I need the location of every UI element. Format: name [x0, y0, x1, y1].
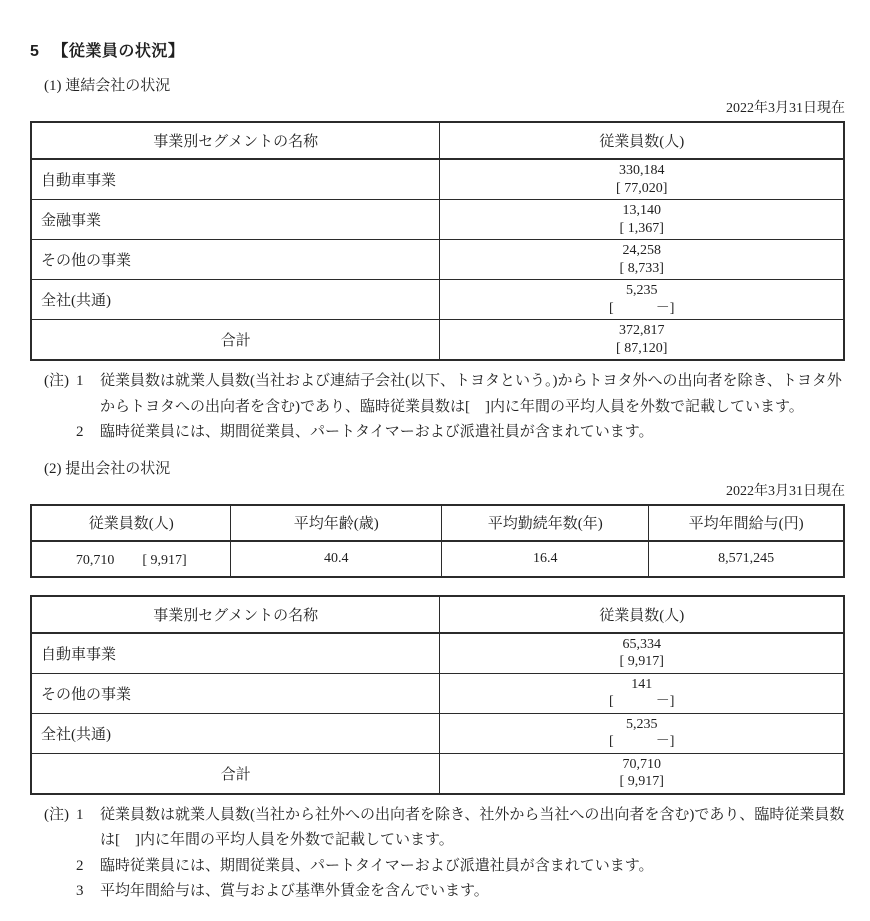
employee-count-cell	[440, 673, 844, 713]
segment-label: その他の事業	[31, 240, 440, 280]
segment-label: 金融事業	[31, 200, 440, 240]
note-number: 3	[76, 883, 84, 899]
note-prefix	[30, 420, 76, 446]
employee-count: 70,710	[622, 756, 661, 772]
column-header-average-tenure: 平均勤続年数(年)	[442, 505, 649, 541]
table-row	[31, 713, 844, 753]
temporary-employee-count: [ －]	[609, 734, 675, 749]
total-label: 合計	[31, 753, 440, 794]
segment-label: 自動車事業	[31, 159, 440, 200]
temporary-employee-count: [ 9,917]	[619, 654, 664, 669]
note-item	[30, 879, 845, 905]
consolidated-employees-table	[30, 121, 845, 361]
temporary-employee-count: [ 9,917]	[619, 774, 664, 789]
temporary-employee-count: [ 1,367]	[619, 220, 664, 236]
table-total-row	[31, 320, 844, 361]
employee-count-cell	[440, 320, 844, 361]
subsection-heading-1: (1) 連結会社の状況	[44, 78, 171, 94]
note-number: 2	[76, 857, 84, 874]
note-number: 1	[76, 806, 84, 823]
column-header-average-salary: 平均年間給与(円)	[649, 505, 844, 541]
employee-count: 65,334	[622, 636, 661, 652]
temporary-employee-count: [ －]	[609, 694, 675, 709]
note-text: 平均年間給与は、賞与および基準外賃金を含んでいます。	[100, 883, 489, 899]
table-row	[31, 159, 844, 200]
employee-count: 330,184	[618, 163, 665, 178]
temporary-employee-count: [ 87,120]	[616, 340, 668, 356]
note-text: 臨時従業員には、期間従業員、パートタイマーおよび派遣社員が含まれています。	[100, 857, 654, 874]
employee-count-cell	[440, 159, 844, 200]
employee-count: 5,235	[625, 283, 658, 298]
section-number: 5	[30, 43, 40, 60]
notes-block-1	[30, 369, 845, 446]
employee-count-cell	[440, 240, 844, 280]
filing-company-segment-table	[30, 595, 845, 795]
table-row	[31, 541, 844, 577]
column-header-average-age: 平均年齢(歳)	[231, 505, 442, 541]
column-header-segment: 事業別セグメントの名称	[31, 596, 440, 633]
table-row	[31, 633, 844, 674]
note-prefix: (注)	[44, 373, 69, 389]
note-item	[30, 369, 845, 420]
note-prefix	[30, 879, 76, 905]
table-row	[31, 240, 844, 280]
table-row	[31, 200, 844, 240]
column-header-employees: 従業員数(人)	[440, 596, 844, 633]
average-age-value: 40.4	[231, 541, 442, 577]
employee-count: 24,258	[622, 243, 661, 258]
as-of-date-2: 2022年3月31日現在	[726, 483, 845, 499]
employee-count-cell	[440, 200, 844, 240]
as-of-date-1: 2022年3月31日現在	[726, 101, 845, 116]
employee-count: 13,140	[622, 203, 661, 218]
employee-count: 372,817	[618, 323, 665, 338]
temporary-employee-count: [ －]	[609, 300, 675, 316]
filing-company-section	[30, 457, 845, 905]
table-row	[31, 673, 844, 713]
segment-label: 自動車事業	[31, 633, 440, 674]
temporary-employee-count: [ 77,020]	[616, 180, 668, 196]
note-text: 従業員数は就業人員数(当社および連結子会社(以下、トヨタという。)からトヨタ外への出向者を除き、トヨタ外からトヨタへの出向者を含む)であり、臨時従業員数は[ ]内に年間の平均人員を外数で記載しています。	[100, 373, 842, 415]
note-item	[30, 803, 845, 854]
table-header-row	[31, 596, 844, 633]
table-header-row	[31, 505, 844, 541]
consolidated-companies-section	[30, 74, 845, 446]
notes-block-2	[30, 803, 845, 905]
employee-count-cell	[440, 280, 844, 320]
note-number: 1	[76, 373, 84, 389]
section-title-text: 【従業員の状況】	[52, 43, 185, 60]
page-title	[30, 38, 845, 61]
note-number: 2	[76, 424, 84, 440]
note-text: 従業員数は就業人員数(当社から社外への出向者を除き、社外から当社への出向者を含む)であり、臨時従業員数は[ ]内に年間の平均人員を外数で記載しています。	[100, 806, 845, 848]
table-total-row	[31, 753, 844, 794]
average-tenure-value: 16.4	[442, 541, 649, 577]
segment-label: 全社(共通)	[31, 280, 440, 320]
table-row	[31, 280, 844, 320]
total-label: 合計	[31, 320, 440, 361]
segment-label: 全社(共通)	[31, 713, 440, 753]
employee-count: 141	[631, 676, 653, 692]
note-item	[30, 420, 845, 446]
temporary-employee-count: [ 8,733]	[619, 260, 664, 276]
column-header-employees: 従業員数(人)	[31, 505, 231, 541]
employee-count-cell	[440, 633, 844, 674]
table-header-row	[31, 122, 844, 159]
segment-label: その他の事業	[31, 673, 440, 713]
column-header-segment: 事業別セグメントの名称	[31, 122, 440, 159]
average-salary-value: 8,571,245	[649, 541, 844, 577]
filing-company-summary-table	[30, 504, 845, 578]
note-item	[30, 854, 845, 880]
note-prefix	[30, 854, 76, 880]
employee-count-cell	[440, 753, 844, 794]
employee-count-cell	[440, 713, 844, 753]
employee-count: 5,235	[625, 716, 658, 732]
employee-count-value: 70,710 [ 9,917]	[31, 541, 231, 577]
note-prefix: (注)	[44, 806, 69, 823]
note-text: 臨時従業員には、期間従業員、パートタイマーおよび派遣社員が含まれています。	[100, 424, 654, 440]
column-header-employees: 従業員数(人)	[440, 122, 844, 159]
subsection-heading-2: (2) 提出会社の状況	[44, 460, 171, 477]
